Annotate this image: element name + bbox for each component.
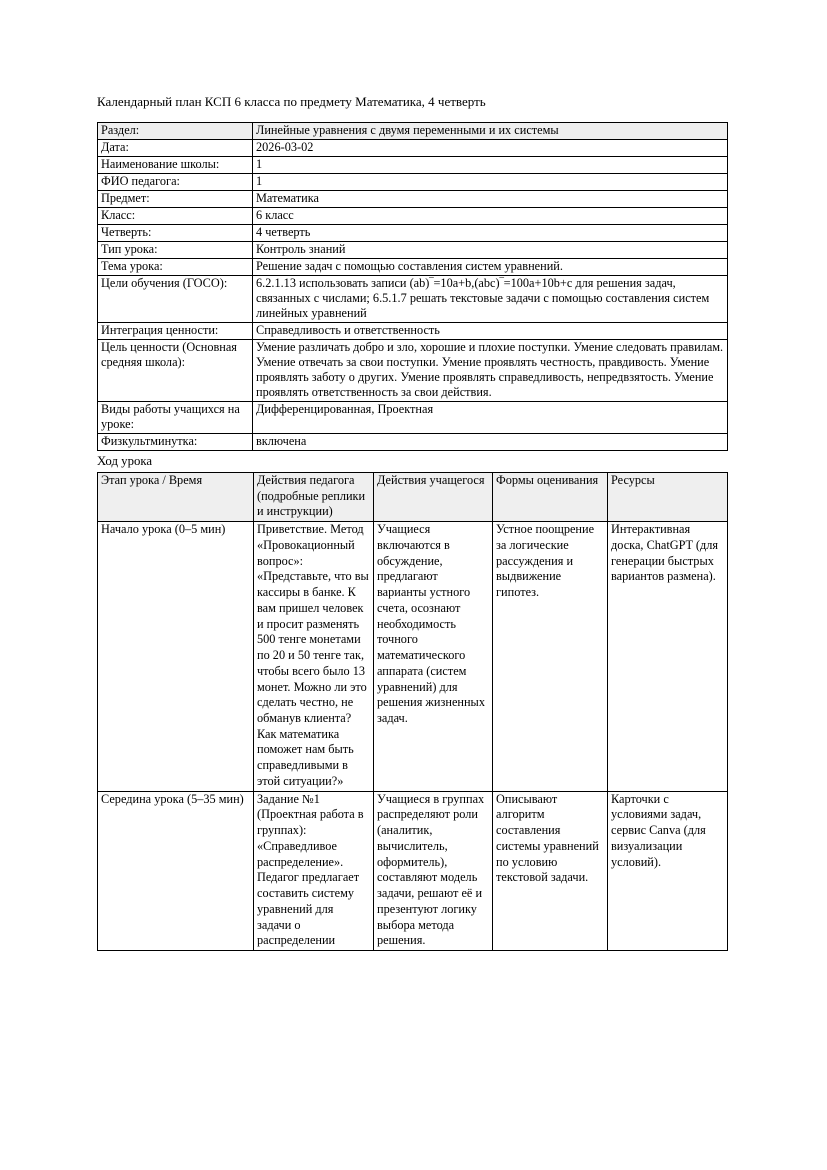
resources-cell: Карточки с условиями задач, сервис Canva (для визуализации условий). [608, 791, 728, 950]
info-row [98, 402, 728, 434]
assessment-cell: Устное поощрение за логические рассуждения и выдвижение гипотез. [493, 522, 608, 791]
lesson-row [98, 522, 728, 791]
info-value: 2026-03-02 [253, 140, 728, 157]
lesson-header-row [98, 473, 728, 522]
info-value: включена [253, 434, 728, 451]
info-label: Класс: [98, 208, 253, 225]
assessment-cell: Описывают алгоритм составления системы уравнений по условию текстовой задачи. [493, 791, 608, 950]
info-label: Цели обучения (ГОСО): [98, 276, 253, 323]
section-heading: Ход урока [97, 454, 153, 468]
info-value: Математика [253, 191, 728, 208]
info-label: Предмет: [98, 191, 253, 208]
info-row [98, 140, 728, 157]
info-row [98, 242, 728, 259]
info-row [98, 123, 728, 140]
column-header-teacher-actions: Действия педагога (подробные реплики и инструкции) [254, 473, 374, 522]
stage-cell: Начало урока (0–5 мин) [98, 522, 254, 791]
info-label: ФИО педагога: [98, 174, 253, 191]
info-row [98, 340, 728, 402]
info-label: Цель ценности (Основная средняя школа): [98, 340, 253, 402]
resources-cell: Интерактивная доска, ChatGPT (для генерации быстрых вариантов размена). [608, 522, 728, 791]
student-actions-cell: Учащиеся включаются в обсуждение, предлагают варианты устного счета, осознают необходимость точного математического аппарата (систем уравнений) для решения жизненных задач. [374, 522, 493, 791]
info-value: Умение различать добро и зло, хорошие и плохие поступки. Умение следовать правилам. Умение отвечать за свои поступки. Умение проявлять честность, правдивость. Умение проявлять заботу о других. Умение проявлять справедливость, непредвзятость. Умение проявлять ответственность за свои действия. [253, 340, 728, 402]
info-label: Тип урока: [98, 242, 253, 259]
info-row [98, 434, 728, 451]
info-value: 1 [253, 174, 728, 191]
info-row [98, 259, 728, 276]
lesson-info-table [97, 122, 728, 451]
info-row [98, 174, 728, 191]
info-value: Дифференцированная, Проектная [253, 402, 728, 434]
column-header-student-actions: Действия учащегося [374, 473, 493, 522]
info-row [98, 225, 728, 242]
info-value: 6.2.1.13 использовать записи (ab)‾=10a+b,(abc)‾=100a+10b+c для решения задач, связанных с числами; 6.5.1.7 решать текстовые задачи с помощью составления систем линейных уравнений [253, 276, 728, 323]
student-actions-cell: Учащиеся в группах распределяют роли (аналитик, вычислитель, оформитель), составляют модель задачи, решают её и презентуют логику выбора метода решения. [374, 791, 493, 950]
info-label: Дата: [98, 140, 253, 157]
info-label: Четверть: [98, 225, 253, 242]
info-value: Контроль знаний [253, 242, 728, 259]
lesson-row [98, 791, 728, 950]
lesson-flow-table [97, 472, 728, 951]
document-title: Календарный план КСП 6 класса по предмету Математика, 4 четверть [97, 94, 486, 109]
info-value: 4 четверть [253, 225, 728, 242]
info-label: Интеграция ценности: [98, 323, 253, 340]
info-value: Справедливость и ответственность [253, 323, 728, 340]
column-header-assessment: Формы оценивания [493, 473, 608, 522]
info-row [98, 208, 728, 225]
info-row [98, 157, 728, 174]
info-label: Раздел: [98, 123, 253, 140]
info-row [98, 191, 728, 208]
column-header-resources: Ресурсы [608, 473, 728, 522]
info-row [98, 323, 728, 340]
info-value: 6 класс [253, 208, 728, 225]
info-label: Физкультминутка: [98, 434, 253, 451]
stage-cell: Середина урока (5–35 мин) [98, 791, 254, 950]
teacher-actions-cell: Приветствие. Метод «Провокационный вопрос»: «Представьте, что вы кассиры в банке. К вам пришел человек и просит разменять 500 тенге монетами по 20 и 50 тенге так, чтобы всего было 13 монет. Можно ли это сделать честно, не обманув клиента? Как математика поможет нам быть справедливыми в этой ситуации?» [254, 522, 374, 791]
column-header-stage: Этап урока / Время [98, 473, 254, 522]
info-label: Виды работы учащихся на уроке: [98, 402, 253, 434]
info-value: Линейные уравнения с двумя переменными и их системы [253, 123, 728, 140]
teacher-actions-cell: Задание №1 (Проектная работа в группах): «Справедливое распределение». Педагог предлагает составить систему уравнений для задачи о распределении [254, 791, 374, 950]
info-label: Тема урока: [98, 259, 253, 276]
info-label: Наименование школы: [98, 157, 253, 174]
info-value: 1 [253, 157, 728, 174]
info-row [98, 276, 728, 323]
info-value: Решение задач с помощью составления систем уравнений. [253, 259, 728, 276]
